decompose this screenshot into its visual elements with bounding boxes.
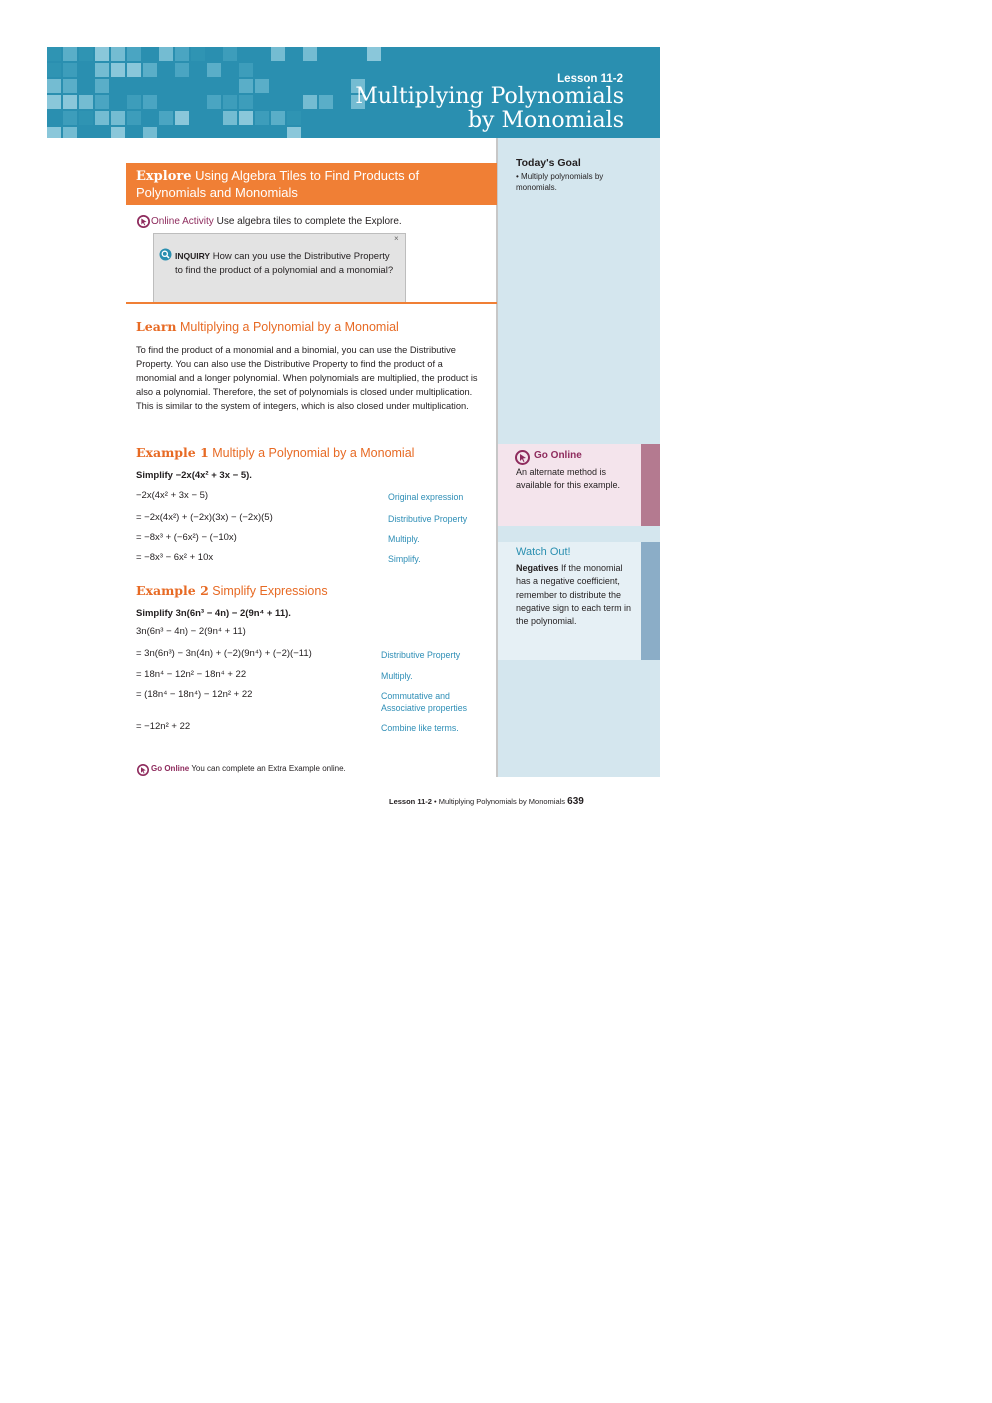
go-online-tab: [641, 444, 660, 526]
example1-step-expr: = −8x³ + (−6x²) − (−10x): [136, 532, 237, 543]
decorative-tile: [127, 111, 141, 125]
inquiry-label: INQUIRY: [175, 251, 211, 261]
example2-step-expr: 3n(6n³ − 4n) − 2(9n⁴ + 11): [136, 626, 246, 637]
online-activity-label[interactable]: Online Activity: [151, 216, 214, 227]
explore-keyword: Explore: [136, 169, 192, 184]
decorative-tile: [111, 111, 125, 125]
go-online-title[interactable]: Go Online: [534, 450, 582, 461]
decorative-tile: [63, 47, 77, 61]
example1-step-expr: = −8x³ − 6x² + 10x: [136, 552, 214, 563]
online-activity-text: Use algebra tiles to complete the Explore.: [213, 216, 402, 227]
example2-prompt: Simplify 3n(6n³ − 4n) − 2(9n⁴ + 11).: [136, 608, 291, 619]
decorative-tile: [63, 95, 77, 109]
decorative-tile: [47, 95, 61, 109]
decorative-tile: [63, 63, 77, 77]
extra-example-link[interactable]: [151, 764, 346, 773]
decorative-tile: [239, 95, 253, 109]
decorative-tile: [95, 63, 109, 77]
cursor-icon: [137, 215, 150, 228]
example2-step-note: Multiply.: [381, 671, 413, 681]
decorative-tile: [127, 95, 141, 109]
decorative-tile: [47, 79, 61, 93]
extra-example-text: You can complete an Extra Example online.: [189, 764, 346, 773]
decorative-tile: [79, 111, 93, 125]
cursor-icon: [515, 450, 530, 465]
example1-step-note: Original expression: [388, 492, 464, 502]
decorative-tile: [207, 63, 221, 77]
decorative-tile: [191, 47, 205, 61]
watch-out-text: [516, 562, 634, 628]
decorative-tile: [127, 47, 141, 61]
example2-step-note: Commutative and Associative properties: [381, 691, 468, 713]
explore-title: Using Algebra Tiles to Find Products of Polynomials and Monomials: [136, 168, 420, 200]
decorative-tile: [223, 47, 237, 61]
lesson-header-banner: [47, 47, 660, 138]
page-number: 639: [567, 796, 584, 807]
decorative-tile: [95, 111, 109, 125]
decorative-tile: [175, 63, 189, 77]
decorative-tile: [111, 63, 125, 77]
decorative-tile: [143, 63, 157, 77]
decorative-tile: [79, 47, 93, 61]
decorative-tile: [239, 79, 253, 93]
lesson-title-line1: Multiplying Polynomials: [355, 84, 624, 109]
decorative-tile: [159, 47, 173, 61]
magnifier-icon: [159, 248, 172, 261]
example1-step-note: Distributive Property: [388, 514, 468, 524]
cursor-icon: [137, 764, 149, 776]
decorative-tile: [175, 111, 189, 125]
explore-divider: [126, 302, 497, 304]
decorative-tile: [239, 63, 253, 77]
decorative-tile: [319, 95, 333, 109]
watch-out-keyword: Negatives: [516, 563, 559, 573]
inquiry-question: [175, 249, 397, 278]
decorative-tile: [223, 111, 237, 125]
inquiry-text: How can you use the Distributive Property to find the product of a polynomial and a monomial?: [175, 251, 394, 276]
decorative-tile: [63, 111, 77, 125]
decorative-tile: [47, 63, 61, 77]
decorative-tile: [287, 111, 301, 125]
decorative-tile: [175, 47, 189, 61]
example2-step-expr: = 3n(6n³) − 3n(4n) + (−2)(9n⁴) + (−2)(−11): [136, 648, 312, 659]
example1-heading: [136, 445, 414, 460]
todays-goal-item: • Multiply polynomials by monomials.: [516, 172, 604, 192]
decorative-tile: [79, 95, 93, 109]
decorative-tile: [63, 79, 77, 93]
decorative-tile: [271, 111, 285, 125]
decorative-tile: [287, 127, 301, 138]
decorative-tile: [111, 127, 125, 138]
decorative-tile: [271, 47, 285, 61]
decorative-tile: [239, 111, 253, 125]
watch-out-tab: [641, 542, 660, 660]
example1-prompt: Simplify −2x(4x² + 3x − 5).: [136, 470, 252, 481]
footer-lesson: Lesson 11-2: [389, 797, 432, 806]
example1-title: Multiply a Polynomial by a Monomial: [208, 446, 415, 460]
footer-title: • Multiplying Polynomials by Monomials: [431, 797, 568, 806]
page-footer: [389, 796, 584, 807]
learn-title: Multiplying a Polynomial by a Monomial: [176, 320, 399, 334]
lesson-title: [355, 85, 624, 133]
watch-out-title: Watch Out!: [516, 546, 571, 558]
decorative-tile: [47, 127, 61, 138]
decorative-tile: [95, 47, 109, 61]
decorative-tile: [47, 47, 61, 61]
example2-step-note: Combine like terms.: [381, 723, 459, 733]
decorative-tile: [255, 111, 269, 125]
decorative-tile: [143, 95, 157, 109]
example2-step-expr: = 18n⁴ − 12n² − 18n⁴ + 22: [136, 669, 247, 680]
extra-example-label[interactable]: Go Online: [151, 764, 190, 773]
close-icon[interactable]: ×: [394, 234, 399, 243]
example1-step-expr: = −2x(4x²) + (−2x)(3x) − (−2x)(5): [136, 512, 273, 523]
decorative-tile: [95, 95, 109, 109]
watch-out-body: If the monomial has a negative coefficient, remember to distribute the negative sign to each term in the polynomial.: [516, 563, 632, 627]
lesson-title-line2: by Monomials: [467, 108, 624, 133]
lesson-number: Lesson 11-2: [557, 73, 623, 85]
example1-step-note: Simplify.: [388, 554, 421, 564]
example2-keyword: Example 2: [136, 583, 209, 598]
example2-title: Simplify Expressions: [208, 584, 328, 598]
example1-step-expr: −2x(4x² + 3x − 5): [136, 490, 209, 501]
go-online-text: An alternate method is available for this example.: [516, 467, 621, 490]
decorative-tile: [303, 47, 317, 61]
example2-step-expr: = −12n² + 22: [136, 721, 191, 732]
example2-heading: [136, 583, 328, 598]
online-activity-line[interactable]: [151, 216, 402, 227]
example2-step-note: Distributive Property: [381, 650, 461, 660]
todays-goal-title: Today's Goal: [516, 157, 581, 169]
example2-step-expr: = (18n⁴ − 18n⁴) − 12n² + 22: [136, 689, 253, 700]
decorative-tile: [63, 127, 77, 138]
decorative-tile: [127, 63, 141, 77]
decorative-tile: [143, 127, 157, 138]
decorative-tile: [255, 79, 269, 93]
explore-heading: [136, 168, 491, 201]
decorative-tile: [303, 95, 317, 109]
learn-paragraph: To find the product of a monomial and a binomial, you can use the Distributive Property. You can also use the Distributive Property to find the product of a monomial and a longer polynomial. When polynomials are multiplied, the product is also a polynomial. Therefore, the set of polynomials is closed under multiplication. This is similar to the system of integers, which is also closed under multiplication.: [136, 345, 478, 411]
decorative-tile: [207, 95, 221, 109]
learn-keyword: Learn: [136, 319, 177, 334]
decorative-tile: [223, 95, 237, 109]
decorative-tile: [95, 79, 109, 93]
example1-keyword: Example 1: [136, 445, 209, 460]
learn-heading: [136, 319, 399, 334]
decorative-tile: [159, 111, 173, 125]
decorative-tile: [367, 47, 381, 61]
example1-step-note: Multiply.: [388, 534, 420, 544]
decorative-tile: [111, 47, 125, 61]
